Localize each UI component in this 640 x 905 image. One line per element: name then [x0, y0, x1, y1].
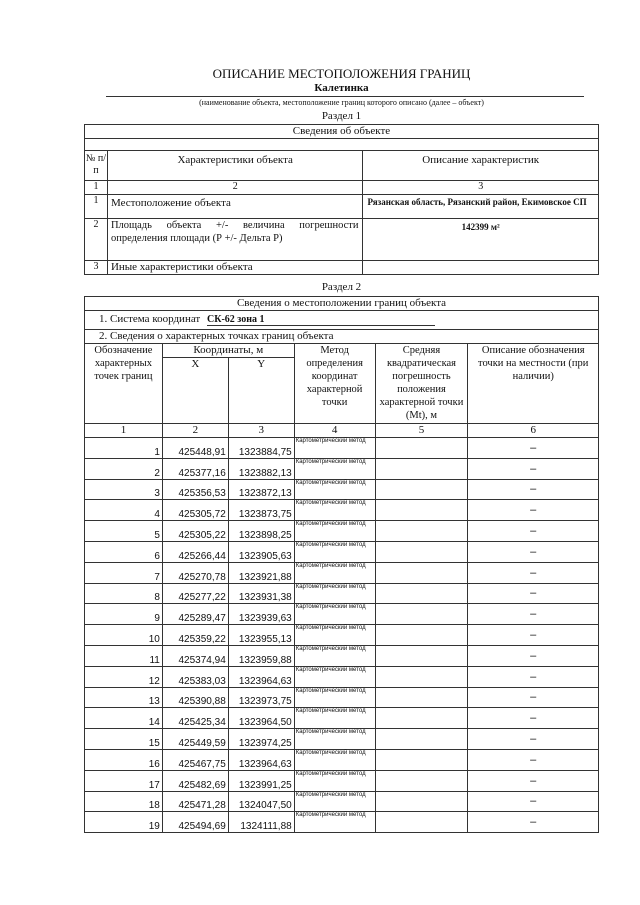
object-caption: (наименование объекта, местоположение границ которого описано (далее – объект)	[199, 98, 484, 107]
row-number: 2	[85, 219, 108, 261]
row-number: 3	[85, 261, 108, 275]
error-mt	[375, 625, 468, 646]
method: Картометрический метод	[294, 687, 375, 708]
coord-x: 425377,16	[162, 458, 228, 479]
row-description	[363, 261, 599, 275]
coord-y: 1323873,75	[228, 500, 294, 521]
point-note: –	[468, 438, 599, 459]
table-row	[85, 479, 599, 500]
method: Картометрический метод	[294, 749, 375, 770]
coord-y: 1323991,25	[228, 770, 294, 791]
point-note: –	[468, 583, 599, 604]
method: Картометрический метод	[294, 583, 375, 604]
point-number: 7	[85, 562, 163, 583]
section2-table	[84, 296, 599, 833]
error-mt	[375, 479, 468, 500]
error-mt	[375, 666, 468, 687]
table-row	[85, 770, 599, 791]
method: Картометрический метод	[294, 604, 375, 625]
error-mt	[375, 521, 468, 542]
error-mt	[375, 458, 468, 479]
point-note: –	[468, 749, 599, 770]
table-row	[85, 687, 599, 708]
method: Картометрический метод	[294, 500, 375, 521]
coord-y: 1323939,63	[228, 604, 294, 625]
coord-y: 1323921,88	[228, 562, 294, 583]
col-x-header: X	[162, 358, 228, 424]
coord-system-row	[85, 311, 599, 330]
coord-y: 1323872,13	[228, 479, 294, 500]
row-description: Рязанская область, Рязанский район, Екимовское СП	[363, 195, 599, 219]
point-note: –	[468, 604, 599, 625]
point-number: 19	[85, 812, 163, 833]
col-index: 3	[363, 181, 599, 195]
document-title: ОПИСАНИЕ МЕСТОПОЛОЖЕНИЯ ГРАНИЦ	[212, 66, 471, 81]
coord-y: 1323964,50	[228, 708, 294, 729]
point-number: 11	[85, 645, 163, 666]
col-index: 6	[468, 424, 599, 438]
point-number: 4	[85, 500, 163, 521]
section1-spacer	[85, 139, 599, 151]
col-y-header: Y	[228, 358, 294, 424]
point-note: –	[468, 562, 599, 583]
section1-label: Раздел 1	[321, 110, 362, 122]
col-index: 4	[294, 424, 375, 438]
method: Картометрический метод	[294, 645, 375, 666]
error-mt	[375, 708, 468, 729]
table-row	[85, 541, 599, 562]
point-note: –	[468, 625, 599, 646]
coord-y: 1323898,25	[228, 521, 294, 542]
table-row	[85, 749, 599, 770]
point-number: 5	[85, 521, 163, 542]
coord-y: 1323964,63	[228, 666, 294, 687]
col-index: 2	[107, 181, 363, 195]
table-row	[85, 521, 599, 542]
table-row	[85, 708, 599, 729]
coord-y: 1323974,25	[228, 729, 294, 750]
point-note: –	[468, 708, 599, 729]
method: Картометрический метод	[294, 729, 375, 750]
coord-system-label: 1. Система координат	[99, 313, 201, 325]
point-note: –	[468, 479, 599, 500]
point-number: 16	[85, 749, 163, 770]
coord-y: 1323905,63	[228, 541, 294, 562]
point-number: 17	[85, 770, 163, 791]
point-number: 12	[85, 666, 163, 687]
title-underline	[106, 96, 584, 97]
col-method-header: Метод определения координат характерной точки	[294, 344, 375, 424]
point-number: 2	[85, 458, 163, 479]
col-point-header: Обозначение характерных точек границ	[85, 344, 163, 424]
method: Картометрический метод	[294, 666, 375, 687]
coord-y: 1323964,63	[228, 749, 294, 770]
table-row	[85, 729, 599, 750]
point-number: 15	[85, 729, 163, 750]
point-number: 6	[85, 541, 163, 562]
table-row	[85, 458, 599, 479]
point-number: 14	[85, 708, 163, 729]
point-number: 1	[85, 438, 163, 459]
table-row	[85, 500, 599, 521]
table-row	[85, 438, 599, 459]
point-note: –	[468, 521, 599, 542]
coord-x: 425448,91	[162, 438, 228, 459]
row-number: 1	[85, 195, 108, 219]
point-note: –	[468, 812, 599, 833]
coord-x: 425390,88	[162, 687, 228, 708]
coord-x: 425374,94	[162, 645, 228, 666]
section1-table	[84, 124, 599, 275]
error-mt	[375, 687, 468, 708]
error-mt	[375, 729, 468, 750]
point-note: –	[468, 687, 599, 708]
coord-x: 425305,22	[162, 521, 228, 542]
coord-x: 425425,34	[162, 708, 228, 729]
coord-x: 425266,44	[162, 541, 228, 562]
point-number: 13	[85, 687, 163, 708]
coord-x: 425449,59	[162, 729, 228, 750]
col-index: 5	[375, 424, 468, 438]
coord-x: 425356,53	[162, 479, 228, 500]
col-note-header: Описание обозначения точки на местности (при наличии)	[468, 344, 599, 424]
table-row	[85, 583, 599, 604]
table-row	[85, 812, 599, 833]
point-note: –	[468, 666, 599, 687]
points-body	[85, 438, 599, 833]
section2-heading: Сведения о местоположении границ объекта	[85, 297, 599, 311]
coord-y: 1323959,88	[228, 645, 294, 666]
col-desc-header: Описание характеристик	[363, 151, 599, 181]
point-number: 18	[85, 791, 163, 812]
coord-x: 425482,69	[162, 770, 228, 791]
table-row	[85, 562, 599, 583]
error-mt	[375, 604, 468, 625]
point-note: –	[468, 645, 599, 666]
error-mt	[375, 562, 468, 583]
point-note: –	[468, 500, 599, 521]
row-description: 142399 м²	[363, 219, 599, 261]
point-number: 10	[85, 625, 163, 646]
coord-x: 425471,28	[162, 791, 228, 812]
error-mt	[375, 812, 468, 833]
method: Картометрический метод	[294, 562, 375, 583]
col-index: 3	[228, 424, 294, 438]
row-characteristic: Иные характеристики объекта	[107, 261, 363, 275]
method: Картометрический метод	[294, 438, 375, 459]
point-note: –	[468, 541, 599, 562]
method: Картометрический метод	[294, 521, 375, 542]
error-mt	[375, 749, 468, 770]
method: Картометрический метод	[294, 541, 375, 562]
point-number: 3	[85, 479, 163, 500]
coord-system-field	[207, 314, 435, 326]
error-mt	[375, 438, 468, 459]
object-name: Калетинка	[314, 82, 369, 94]
coord-x: 425289,47	[162, 604, 228, 625]
col-char-header: Характеристики объекта	[107, 151, 363, 181]
method: Картометрический метод	[294, 458, 375, 479]
coord-x: 425277,22	[162, 583, 228, 604]
coord-x: 425359,22	[162, 625, 228, 646]
point-note: –	[468, 458, 599, 479]
coord-system-value: СК-62 зона 1	[206, 314, 265, 325]
method: Картометрический метод	[294, 812, 375, 833]
point-note: –	[468, 729, 599, 750]
col-num-header: № п/п	[85, 151, 108, 181]
coord-y: 1323884,75	[228, 438, 294, 459]
method: Картометрический метод	[294, 791, 375, 812]
error-mt	[375, 541, 468, 562]
method: Картометрический метод	[294, 479, 375, 500]
error-mt	[375, 770, 468, 791]
row-characteristic: Площадь объекта +/- величина погрешности определения площади (Р +/- Дельта Р)	[107, 219, 363, 261]
point-note: –	[468, 770, 599, 791]
point-note: –	[468, 791, 599, 812]
col-index: 1	[85, 424, 163, 438]
coord-y: 1323973,75	[228, 687, 294, 708]
col-error-header: Средняя квадратическая погрешность положения характерной точки (Mt), м	[375, 344, 468, 424]
coord-x: 425467,75	[162, 749, 228, 770]
method: Картометрический метод	[294, 625, 375, 646]
coord-x: 425494,69	[162, 812, 228, 833]
method: Картометрический метод	[294, 708, 375, 729]
col-index: 2	[162, 424, 228, 438]
table-row	[85, 604, 599, 625]
points-heading: 2. Сведения о характерных точках границ объекта	[85, 330, 599, 344]
coord-x: 425305,72	[162, 500, 228, 521]
section1-heading: Сведения об объекте	[85, 125, 599, 139]
coord-y: 1323955,13	[228, 625, 294, 646]
table-row	[85, 791, 599, 812]
coord-y: 1323882,13	[228, 458, 294, 479]
coord-y: 1324111,88	[228, 812, 294, 833]
col-coords-header: Координаты, м	[162, 344, 294, 358]
col-index: 1	[85, 181, 108, 195]
error-mt	[375, 791, 468, 812]
section2-label: Раздел 2	[321, 281, 362, 293]
coord-x: 425270,78	[162, 562, 228, 583]
error-mt	[375, 645, 468, 666]
row-characteristic: Местоположение объекта	[107, 195, 363, 219]
coord-y: 1324047,50	[228, 791, 294, 812]
table-row	[85, 645, 599, 666]
coord-y: 1323931,38	[228, 583, 294, 604]
error-mt	[375, 583, 468, 604]
point-number: 9	[85, 604, 163, 625]
table-row	[85, 666, 599, 687]
point-number: 8	[85, 583, 163, 604]
coord-x: 425383,03	[162, 666, 228, 687]
table-row	[85, 625, 599, 646]
error-mt	[375, 500, 468, 521]
method: Картометрический метод	[294, 770, 375, 791]
